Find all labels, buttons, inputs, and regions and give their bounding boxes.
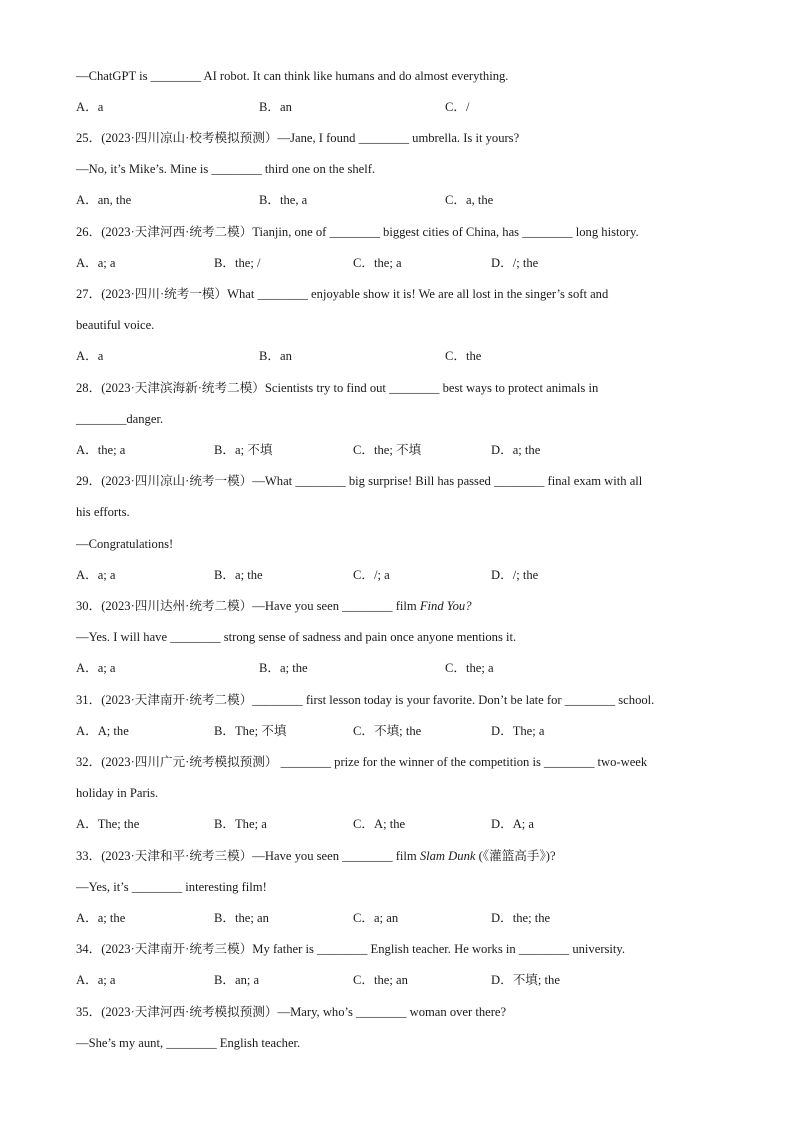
option-b: B．a; the xyxy=(259,661,308,675)
option-c: C．a; an xyxy=(353,911,399,925)
option-b: B．an xyxy=(259,100,292,114)
option-b: B．The; a xyxy=(214,817,267,831)
option-c: C．/ xyxy=(445,100,470,114)
option-c: C．the; a xyxy=(445,661,494,675)
option-b: B．the, a xyxy=(259,193,308,207)
question-26-stem: 26．(2023·天津河西·统考二模）Tianjin, one of ________ biggest cities of China, has ________ long history. xyxy=(76,225,639,239)
option-c: C．the xyxy=(445,349,482,363)
option-d: D．不填; the xyxy=(491,973,560,987)
question-33-line-2: —Yes, it’s ________ interesting film! xyxy=(76,880,267,894)
option-c: C．/; a xyxy=(353,568,390,582)
question-31-stem: 31．(2023·天津南开·统考二模）________ first lesson today is your favorite. Don’t be late for ________ school. xyxy=(76,693,655,707)
stem-text: 33．(2023·天津和平·统考三模）—Have you seen ________ film xyxy=(76,849,420,863)
stem-text-tail: (《灌篮高手》)? xyxy=(475,849,556,863)
question-30-stem xyxy=(76,598,472,614)
film-title: Find You? xyxy=(419,599,472,613)
question-stem: —ChatGPT is ________ AI robot. It can think like humans and do almost everything. xyxy=(76,69,509,83)
question-27-stem: 27．(2023·四川·统考一模）What ________ enjoyable show it is! We are all lost in the singer’s soft and xyxy=(76,287,609,301)
question-29-line-3: —Congratulations! xyxy=(76,537,174,551)
option-a: A．a xyxy=(76,349,104,363)
question-29-line-2: his efforts. xyxy=(76,505,130,519)
option-b: B．The; 不填 xyxy=(214,724,287,738)
question-25-line-2: —No, it’s Mike’s. Mine is ________ third one on the shelf. xyxy=(76,162,376,176)
option-d: D．a; the xyxy=(491,443,541,457)
option-a: A．a; a xyxy=(76,256,116,270)
option-b: B．an; a xyxy=(214,973,260,987)
question-25-stem: 25．(2023·四川凉山·校考模拟预测）—Jane, I found ________ umbrella. Is it yours? xyxy=(76,131,520,145)
question-35-stem: 35．(2023·天津河西·统考模拟预测）—Mary, who’s ________ woman over there? xyxy=(76,1005,507,1019)
option-a: A．an, the xyxy=(76,193,132,207)
question-32-stem: 32．(2023·四川广元·统考模拟预测） ________ prize for the winner of the competition is ________ two-week xyxy=(76,755,648,769)
question-28-stem: 28．(2023·天津滨海新·统考二模）Scientists try to find out ________ best ways to protect animals in xyxy=(76,381,599,395)
option-c: C．the; 不填 xyxy=(353,443,422,457)
option-b: B．a; 不填 xyxy=(214,443,273,457)
stem-text: 30．(2023·四川达州·统考二模）—Have you seen ________ film xyxy=(76,599,420,613)
option-a: A．a xyxy=(76,100,104,114)
question-28-line-2: ________danger. xyxy=(76,412,164,426)
question-29-stem: 29．(2023·四川凉山·统考一模）—What ________ big surprise! Bill has passed ________ final exam with all xyxy=(76,474,643,488)
option-b: B．the; an xyxy=(214,911,269,925)
option-d: D．The; a xyxy=(491,724,545,738)
question-35-line-2: —She’s my aunt, ________ English teacher. xyxy=(76,1036,301,1050)
option-a: A．the; a xyxy=(76,443,126,457)
option-a: A．A; the xyxy=(76,724,129,738)
option-c: C．the; an xyxy=(353,973,408,987)
option-c: C．A; the xyxy=(353,817,406,831)
option-d: D．the; the xyxy=(491,911,551,925)
option-a: A．a; a xyxy=(76,973,116,987)
option-d: D．/; the xyxy=(491,568,539,582)
option-a: A．a; a xyxy=(76,568,116,582)
option-a: A．The; the xyxy=(76,817,140,831)
option-c: C．a, the xyxy=(445,193,494,207)
option-c: C．不填; the xyxy=(353,724,422,738)
option-a: A．a; the xyxy=(76,911,126,925)
option-d: D．A; a xyxy=(491,817,535,831)
option-c: C．the; a xyxy=(353,256,402,270)
question-33-stem xyxy=(76,848,556,864)
option-d: D．/; the xyxy=(491,256,539,270)
question-34-stem: 34．(2023·天津南开·统考三模）My father is ________ English teacher. He works in ________ university. xyxy=(76,942,626,956)
option-b: B．a; the xyxy=(214,568,263,582)
option-b: B．an xyxy=(259,349,292,363)
option-a: A．a; a xyxy=(76,661,116,675)
question-27-line-2: beautiful voice. xyxy=(76,318,155,332)
film-title: Slam Dunk xyxy=(419,849,476,863)
option-b: B．the; / xyxy=(214,256,261,270)
question-30-line-2: —Yes. I will have ________ strong sense of sadness and pain once anyone mentions it. xyxy=(76,630,517,644)
question-32-line-2: holiday in Paris. xyxy=(76,786,159,800)
